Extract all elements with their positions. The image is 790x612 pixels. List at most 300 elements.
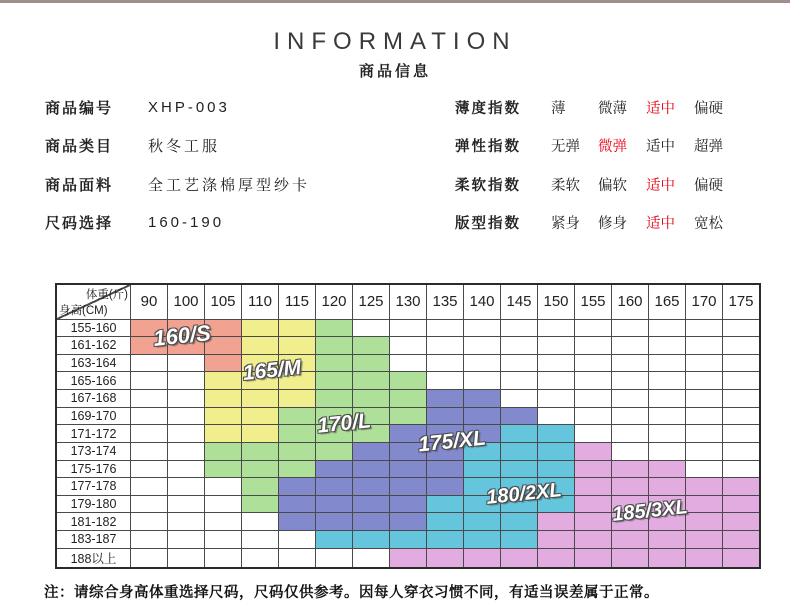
size-cell bbox=[649, 460, 686, 478]
size-cell-empty bbox=[242, 548, 279, 568]
size-cell-empty bbox=[168, 513, 205, 531]
size-cell-empty bbox=[390, 354, 427, 372]
index-option: 紧身 bbox=[551, 216, 580, 233]
size-cell bbox=[427, 548, 464, 568]
size-cell-empty bbox=[649, 442, 686, 460]
size-cell bbox=[390, 425, 427, 443]
size-cell-empty bbox=[131, 372, 168, 390]
index-label: 弹性指数 bbox=[455, 139, 521, 156]
size-cell bbox=[538, 460, 575, 478]
size-cell bbox=[205, 319, 242, 337]
size-region-label: 160/S bbox=[152, 319, 212, 351]
attribute-label: 尺码选择 bbox=[45, 215, 114, 233]
weight-column-header: 175 bbox=[723, 284, 761, 319]
index-option-active: 适中 bbox=[646, 177, 675, 194]
size-cell-empty bbox=[131, 354, 168, 372]
size-cell bbox=[538, 478, 575, 496]
size-cell bbox=[316, 425, 353, 443]
size-cell bbox=[612, 478, 649, 496]
size-cell-empty bbox=[575, 372, 612, 390]
size-cell bbox=[649, 513, 686, 531]
size-cell bbox=[242, 442, 279, 460]
size-cell-empty bbox=[205, 531, 242, 549]
attribute-row-category bbox=[45, 127, 445, 166]
size-cell bbox=[353, 354, 390, 372]
size-cell-empty bbox=[723, 425, 761, 443]
size-cell bbox=[427, 513, 464, 531]
attribute-value: 160-190 bbox=[148, 214, 225, 232]
size-cell-empty bbox=[575, 354, 612, 372]
size-cell bbox=[575, 495, 612, 513]
size-cell-empty bbox=[131, 460, 168, 478]
size-cell bbox=[316, 513, 353, 531]
attribute-row-fabric bbox=[45, 165, 445, 204]
size-cell-empty bbox=[242, 513, 279, 531]
index-options bbox=[551, 135, 742, 156]
size-cell bbox=[242, 337, 279, 355]
size-cell bbox=[501, 548, 538, 568]
size-cell bbox=[279, 425, 316, 443]
size-cell-empty bbox=[723, 407, 761, 425]
size-cell bbox=[538, 442, 575, 460]
size-cell bbox=[279, 495, 316, 513]
diagonal-corner-cell bbox=[56, 284, 131, 319]
size-cell-empty bbox=[279, 531, 316, 549]
weight-column-header: 135 bbox=[427, 284, 464, 319]
table-row bbox=[56, 478, 760, 496]
size-cell bbox=[464, 531, 501, 549]
size-cell-empty bbox=[131, 495, 168, 513]
size-cell bbox=[464, 442, 501, 460]
size-cell-empty bbox=[168, 372, 205, 390]
height-row-header: 163-164 bbox=[56, 354, 131, 372]
size-cell-empty bbox=[686, 460, 723, 478]
weight-column-header: 140 bbox=[464, 284, 501, 319]
size-cell bbox=[390, 513, 427, 531]
size-cell-empty bbox=[168, 478, 205, 496]
top-divider-line bbox=[0, 0, 790, 3]
size-cell-empty bbox=[131, 531, 168, 549]
size-cell-empty bbox=[649, 337, 686, 355]
size-cell bbox=[242, 495, 279, 513]
size-cell-empty bbox=[538, 337, 575, 355]
corner-height-label: 身高(CM) bbox=[59, 304, 108, 317]
height-row-header: 181-182 bbox=[56, 513, 131, 531]
size-cell bbox=[575, 531, 612, 549]
size-cell-empty bbox=[427, 372, 464, 390]
size-cell-empty bbox=[649, 390, 686, 408]
size-cell-empty bbox=[131, 548, 168, 568]
attribute-value: XHP-003 bbox=[148, 98, 230, 116]
size-cell-empty bbox=[686, 425, 723, 443]
size-table bbox=[55, 283, 761, 569]
size-cell-empty bbox=[649, 372, 686, 390]
size-cell bbox=[501, 495, 538, 513]
size-cell bbox=[501, 442, 538, 460]
height-row-header: 183-187 bbox=[56, 531, 131, 549]
height-row-header: 177-178 bbox=[56, 478, 131, 496]
size-cell-empty bbox=[168, 354, 205, 372]
weight-column-header: 115 bbox=[279, 284, 316, 319]
size-cell bbox=[131, 337, 168, 355]
size-cell bbox=[316, 319, 353, 337]
size-cell bbox=[242, 478, 279, 496]
size-cell bbox=[353, 513, 390, 531]
size-cell bbox=[575, 442, 612, 460]
index-option: 薄 bbox=[551, 100, 566, 117]
size-cell-empty bbox=[316, 548, 353, 568]
size-cell bbox=[723, 548, 761, 568]
size-cell-empty bbox=[501, 319, 538, 337]
size-cell-empty bbox=[501, 372, 538, 390]
index-options bbox=[551, 97, 742, 118]
size-cell-empty bbox=[686, 390, 723, 408]
size-cell-empty bbox=[464, 354, 501, 372]
attribute-value: 全工艺涤棉厚型纱卡 bbox=[148, 176, 311, 194]
size-cell bbox=[279, 460, 316, 478]
size-cell-empty bbox=[205, 495, 242, 513]
footnote: 注：请综合身高体重选择尺码，尺码仅供参考。因每人穿衣习惯不同，有适当误差属于正常。 bbox=[44, 585, 659, 601]
size-cell-empty bbox=[723, 337, 761, 355]
page-title: INFORMATION bbox=[273, 28, 517, 55]
size-cell bbox=[538, 425, 575, 443]
size-cell-empty bbox=[427, 319, 464, 337]
size-cell bbox=[353, 460, 390, 478]
size-cell bbox=[242, 407, 279, 425]
size-cell-empty bbox=[464, 337, 501, 355]
size-cell-empty bbox=[131, 425, 168, 443]
size-cell bbox=[390, 460, 427, 478]
size-cell bbox=[279, 478, 316, 496]
size-cell bbox=[538, 531, 575, 549]
size-cell bbox=[501, 460, 538, 478]
size-cell bbox=[649, 478, 686, 496]
size-cell bbox=[353, 372, 390, 390]
size-cell-empty bbox=[464, 372, 501, 390]
table-row bbox=[56, 548, 760, 568]
size-cell-empty bbox=[168, 390, 205, 408]
size-cell bbox=[538, 495, 575, 513]
size-cell bbox=[279, 513, 316, 531]
size-cell bbox=[279, 390, 316, 408]
size-cell bbox=[686, 531, 723, 549]
size-cell bbox=[427, 460, 464, 478]
size-cell bbox=[464, 460, 501, 478]
size-cell bbox=[316, 407, 353, 425]
size-cell-empty bbox=[723, 390, 761, 408]
size-cell bbox=[316, 354, 353, 372]
height-row-header: 167-168 bbox=[56, 390, 131, 408]
size-chart bbox=[55, 283, 754, 566]
size-cell-empty bbox=[168, 531, 205, 549]
weight-column-header: 165 bbox=[649, 284, 686, 319]
size-cell-empty bbox=[612, 442, 649, 460]
size-cell bbox=[353, 337, 390, 355]
size-cell-empty bbox=[168, 407, 205, 425]
size-cell bbox=[575, 460, 612, 478]
attribute-value: 秋冬工服 bbox=[148, 138, 221, 156]
table-row bbox=[56, 372, 760, 390]
size-cell bbox=[686, 495, 723, 513]
size-cell bbox=[390, 390, 427, 408]
size-cell-empty bbox=[723, 354, 761, 372]
size-cell-empty bbox=[205, 513, 242, 531]
size-region-label: 180/2XL bbox=[485, 478, 563, 509]
index-option-active: 微弹 bbox=[598, 139, 627, 156]
size-cell bbox=[390, 548, 427, 568]
size-cell-empty bbox=[538, 319, 575, 337]
size-cell-empty bbox=[538, 407, 575, 425]
index-row bbox=[455, 165, 755, 204]
size-cell-empty bbox=[686, 354, 723, 372]
size-cell bbox=[686, 513, 723, 531]
size-cell bbox=[427, 531, 464, 549]
size-cell-empty bbox=[205, 478, 242, 496]
size-cell-empty bbox=[575, 319, 612, 337]
size-cell bbox=[131, 319, 168, 337]
size-cell bbox=[501, 478, 538, 496]
size-cell bbox=[316, 478, 353, 496]
size-cell bbox=[205, 407, 242, 425]
size-cell bbox=[205, 425, 242, 443]
index-option: 无弹 bbox=[551, 139, 580, 156]
table-row bbox=[56, 390, 760, 408]
size-cell bbox=[501, 425, 538, 443]
size-cell bbox=[205, 372, 242, 390]
size-cell bbox=[390, 531, 427, 549]
index-label: 柔软指数 bbox=[455, 177, 521, 194]
size-cell bbox=[168, 337, 205, 355]
size-cell bbox=[242, 460, 279, 478]
size-cell-empty bbox=[686, 407, 723, 425]
size-cell-empty bbox=[649, 425, 686, 443]
size-cell bbox=[353, 407, 390, 425]
size-cell bbox=[316, 372, 353, 390]
size-cell bbox=[723, 495, 761, 513]
size-cell bbox=[242, 319, 279, 337]
size-cell bbox=[353, 495, 390, 513]
height-row-header: 171-172 bbox=[56, 425, 131, 443]
table-row bbox=[56, 425, 760, 443]
size-cell bbox=[464, 425, 501, 443]
size-cell bbox=[612, 513, 649, 531]
size-cell bbox=[390, 495, 427, 513]
size-cell bbox=[427, 425, 464, 443]
weight-column-header: 170 bbox=[686, 284, 723, 319]
size-cell-empty bbox=[649, 354, 686, 372]
table-row bbox=[56, 495, 760, 513]
size-cell bbox=[649, 495, 686, 513]
size-cell-empty bbox=[649, 319, 686, 337]
table-header-row bbox=[56, 284, 760, 319]
size-cell-empty bbox=[612, 407, 649, 425]
size-cell bbox=[612, 460, 649, 478]
size-cell-empty bbox=[612, 425, 649, 443]
index-option: 柔软 bbox=[551, 177, 580, 194]
index-option: 修身 bbox=[598, 216, 627, 233]
size-cell bbox=[316, 460, 353, 478]
size-cell-empty bbox=[575, 390, 612, 408]
index-label: 薄度指数 bbox=[455, 100, 521, 117]
size-cell-empty bbox=[723, 372, 761, 390]
size-cell bbox=[464, 478, 501, 496]
attribute-label: 商品面料 bbox=[45, 176, 114, 194]
size-cell bbox=[723, 531, 761, 549]
size-cell bbox=[316, 390, 353, 408]
size-cell bbox=[427, 442, 464, 460]
size-cell-empty bbox=[131, 478, 168, 496]
size-cell bbox=[390, 478, 427, 496]
size-cell bbox=[168, 319, 205, 337]
size-cell bbox=[427, 478, 464, 496]
size-cell bbox=[242, 372, 279, 390]
table-row bbox=[56, 337, 760, 355]
size-cell bbox=[279, 407, 316, 425]
size-cell-empty bbox=[501, 390, 538, 408]
size-cell-empty bbox=[686, 372, 723, 390]
index-option: 超弹 bbox=[694, 139, 723, 156]
corner-weight-label: 体重(斤) bbox=[85, 289, 128, 301]
size-cell-empty bbox=[353, 319, 390, 337]
page-subtitle: 商品信息 bbox=[358, 63, 431, 80]
attribute-row-product-number bbox=[45, 88, 445, 127]
size-cell bbox=[464, 407, 501, 425]
size-cell bbox=[353, 442, 390, 460]
weight-column-header: 100 bbox=[168, 284, 205, 319]
table-row bbox=[56, 319, 760, 337]
height-row-header: 188以上 bbox=[56, 548, 131, 568]
size-cell-empty bbox=[168, 460, 205, 478]
size-cell bbox=[205, 442, 242, 460]
weight-column-header: 160 bbox=[612, 284, 649, 319]
size-cell bbox=[538, 513, 575, 531]
size-cell-empty bbox=[723, 460, 761, 478]
index-option: 偏硬 bbox=[694, 177, 723, 194]
size-cell bbox=[427, 495, 464, 513]
size-cell-empty bbox=[649, 407, 686, 425]
size-cell bbox=[205, 337, 242, 355]
index-row bbox=[455, 204, 755, 243]
size-cell-empty bbox=[131, 442, 168, 460]
height-row-header: 169-170 bbox=[56, 407, 131, 425]
size-cell bbox=[353, 531, 390, 549]
size-cell bbox=[575, 478, 612, 496]
size-region-label: 175/XL bbox=[417, 425, 487, 456]
height-row-header: 179-180 bbox=[56, 495, 131, 513]
weight-column-header: 110 bbox=[242, 284, 279, 319]
index-option: 微薄 bbox=[598, 100, 627, 117]
size-cell-empty bbox=[538, 354, 575, 372]
index-options bbox=[551, 174, 742, 195]
table-row bbox=[56, 460, 760, 478]
size-cell bbox=[464, 390, 501, 408]
size-cell-empty bbox=[686, 442, 723, 460]
size-cell-empty bbox=[612, 354, 649, 372]
height-row-header: 161-162 bbox=[56, 337, 131, 355]
size-cell-empty bbox=[575, 337, 612, 355]
table-row bbox=[56, 407, 760, 425]
size-cell-empty bbox=[427, 354, 464, 372]
attribute-label: 商品类目 bbox=[45, 138, 114, 156]
size-cell-empty bbox=[538, 372, 575, 390]
size-cell-empty bbox=[501, 337, 538, 355]
size-cell bbox=[205, 460, 242, 478]
height-row-header: 155-160 bbox=[56, 319, 131, 337]
product-index-scales bbox=[455, 88, 755, 242]
index-row bbox=[455, 88, 755, 127]
size-cell-empty bbox=[131, 407, 168, 425]
index-option: 适中 bbox=[646, 139, 675, 156]
size-cell-empty bbox=[612, 390, 649, 408]
index-option-active: 适中 bbox=[646, 216, 675, 233]
size-cell-empty bbox=[390, 319, 427, 337]
table-row bbox=[56, 531, 760, 549]
size-cell-empty bbox=[131, 390, 168, 408]
size-cell bbox=[464, 548, 501, 568]
size-cell bbox=[427, 407, 464, 425]
size-cell bbox=[390, 442, 427, 460]
size-cell-empty bbox=[686, 337, 723, 355]
index-options bbox=[551, 212, 742, 233]
size-cell-empty bbox=[205, 548, 242, 568]
table-row bbox=[56, 442, 760, 460]
size-cell-empty bbox=[168, 548, 205, 568]
size-cell bbox=[686, 548, 723, 568]
table-row bbox=[56, 354, 760, 372]
product-attributes bbox=[45, 88, 445, 242]
height-row-header: 173-174 bbox=[56, 442, 131, 460]
size-cell-empty bbox=[390, 337, 427, 355]
size-cell-empty bbox=[723, 442, 761, 460]
size-cell bbox=[501, 531, 538, 549]
size-cell bbox=[279, 319, 316, 337]
size-cell bbox=[316, 337, 353, 355]
size-cell bbox=[242, 390, 279, 408]
size-cell bbox=[316, 531, 353, 549]
attribute-row-size-range bbox=[45, 204, 445, 243]
size-cell bbox=[242, 425, 279, 443]
height-row-header: 175-176 bbox=[56, 460, 131, 478]
size-cell bbox=[464, 495, 501, 513]
size-cell bbox=[649, 548, 686, 568]
size-cell bbox=[464, 513, 501, 531]
size-cell bbox=[279, 372, 316, 390]
size-cell-empty bbox=[168, 425, 205, 443]
size-cell-empty bbox=[464, 319, 501, 337]
size-cell-empty bbox=[723, 319, 761, 337]
size-cell-empty bbox=[279, 548, 316, 568]
table-row bbox=[56, 513, 760, 531]
size-cell-empty bbox=[427, 337, 464, 355]
size-cell bbox=[353, 390, 390, 408]
size-cell bbox=[353, 478, 390, 496]
size-cell bbox=[612, 495, 649, 513]
size-cell bbox=[205, 354, 242, 372]
size-cell-empty bbox=[501, 354, 538, 372]
size-cell bbox=[390, 407, 427, 425]
size-cell-empty bbox=[686, 319, 723, 337]
index-option: 偏软 bbox=[598, 177, 627, 194]
size-cell-empty bbox=[575, 407, 612, 425]
weight-column-header: 105 bbox=[205, 284, 242, 319]
size-region-label: 165/M bbox=[241, 355, 303, 385]
size-cell-empty bbox=[575, 425, 612, 443]
size-cell-empty bbox=[168, 495, 205, 513]
weight-column-header: 150 bbox=[538, 284, 575, 319]
size-cell bbox=[316, 442, 353, 460]
size-cell bbox=[242, 354, 279, 372]
size-cell bbox=[686, 478, 723, 496]
